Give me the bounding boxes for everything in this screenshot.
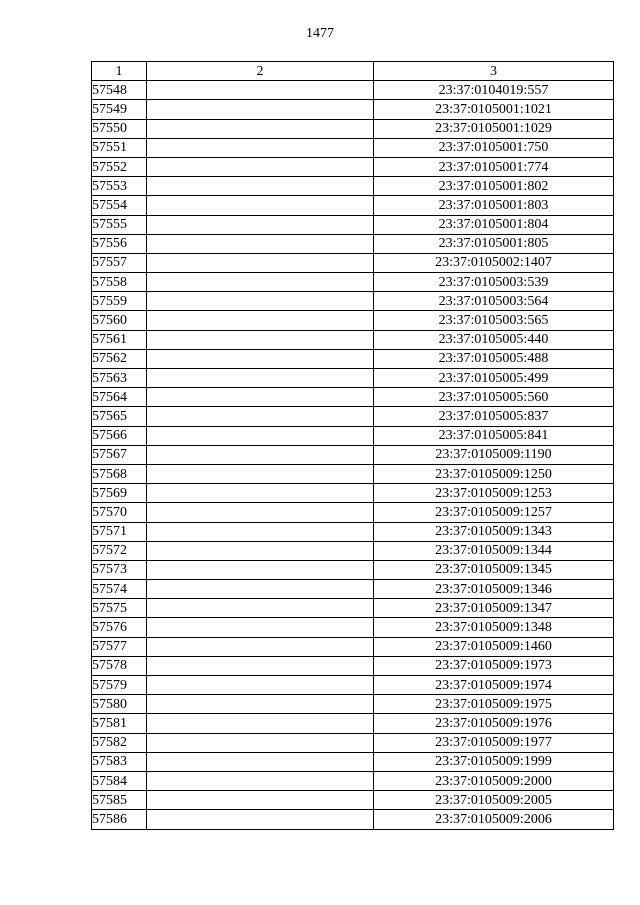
row-number: 57562 <box>92 349 147 368</box>
row-name <box>147 215 374 234</box>
row-number: 57576 <box>92 618 147 637</box>
cadastral-number: 23:37:0105005:488 <box>374 349 614 368</box>
row-number: 57553 <box>92 177 147 196</box>
cadastral-number: 23:37:0105009:1976 <box>374 714 614 733</box>
table-row <box>92 119 614 138</box>
cadastral-number: 23:37:0105009:1190 <box>374 445 614 464</box>
table-row <box>92 330 614 349</box>
row-name <box>147 177 374 196</box>
row-number: 57573 <box>92 560 147 579</box>
table-row <box>92 253 614 272</box>
row-name <box>147 637 374 656</box>
table-row <box>92 388 614 407</box>
row-number: 57561 <box>92 330 147 349</box>
row-name <box>147 349 374 368</box>
row-name <box>147 714 374 733</box>
cadastral-number: 23:37:0105001:805 <box>374 234 614 253</box>
cadastral-number: 23:37:0105001:1029 <box>374 119 614 138</box>
cadastral-number: 23:37:0105009:1343 <box>374 522 614 541</box>
row-name <box>147 599 374 618</box>
cadastral-number: 23:37:0105003:565 <box>374 311 614 330</box>
row-name <box>147 426 374 445</box>
cadastral-number: 23:37:0105009:1257 <box>374 503 614 522</box>
row-name <box>147 369 374 388</box>
row-number: 57579 <box>92 676 147 695</box>
row-name <box>147 580 374 599</box>
row-name <box>147 771 374 790</box>
row-name <box>147 810 374 829</box>
table-row <box>92 349 614 368</box>
row-number: 57552 <box>92 157 147 176</box>
table-row <box>92 196 614 215</box>
column-header-1: 1 <box>92 62 147 81</box>
column-header-3: 3 <box>374 62 614 81</box>
row-number: 57570 <box>92 503 147 522</box>
cadastral-number: 23:37:0105001:803 <box>374 196 614 215</box>
row-name <box>147 234 374 253</box>
table-row <box>92 695 614 714</box>
table-row <box>92 138 614 157</box>
table-row <box>92 656 614 675</box>
table-row <box>92 791 614 810</box>
row-name <box>147 292 374 311</box>
row-name <box>147 81 374 100</box>
column-header-2: 2 <box>147 62 374 81</box>
row-name <box>147 522 374 541</box>
cadastral-number: 23:37:0105009:1253 <box>374 484 614 503</box>
table-row <box>92 273 614 292</box>
table-row <box>92 464 614 483</box>
row-name <box>147 388 374 407</box>
cadastral-number: 23:37:0105009:1345 <box>374 560 614 579</box>
row-number: 57569 <box>92 484 147 503</box>
row-name <box>147 273 374 292</box>
table-row <box>92 522 614 541</box>
table-row <box>92 426 614 445</box>
cadastral-number: 23:37:0105005:560 <box>374 388 614 407</box>
row-number: 57563 <box>92 369 147 388</box>
row-number: 57555 <box>92 215 147 234</box>
row-name <box>147 733 374 752</box>
row-number: 57582 <box>92 733 147 752</box>
row-number: 57550 <box>92 119 147 138</box>
row-name <box>147 752 374 771</box>
row-name <box>147 119 374 138</box>
row-number: 57586 <box>92 810 147 829</box>
register-table <box>91 61 614 830</box>
row-number: 57568 <box>92 464 147 483</box>
row-name <box>147 560 374 579</box>
cadastral-number: 23:37:0105001:1021 <box>374 100 614 119</box>
row-number: 57580 <box>92 695 147 714</box>
row-number: 57557 <box>92 253 147 272</box>
row-name <box>147 311 374 330</box>
row-number: 57558 <box>92 273 147 292</box>
cadastral-number: 23:37:0105009:2005 <box>374 791 614 810</box>
row-name <box>147 138 374 157</box>
cadastral-number: 23:37:0105005:499 <box>374 369 614 388</box>
row-number: 57549 <box>92 100 147 119</box>
cadastral-number: 23:37:0104019:557 <box>374 81 614 100</box>
row-number: 57575 <box>92 599 147 618</box>
cadastral-number: 23:37:0105009:1974 <box>374 676 614 695</box>
cadastral-number: 23:37:0105009:1346 <box>374 580 614 599</box>
cadastral-number: 23:37:0105009:1460 <box>374 637 614 656</box>
row-name <box>147 484 374 503</box>
table-row <box>92 580 614 599</box>
row-name <box>147 464 374 483</box>
cadastral-number: 23:37:0105001:804 <box>374 215 614 234</box>
row-number: 57560 <box>92 311 147 330</box>
table-row <box>92 369 614 388</box>
cadastral-number: 23:37:0105009:1250 <box>374 464 614 483</box>
table-row <box>92 215 614 234</box>
row-name <box>147 445 374 464</box>
table-row <box>92 560 614 579</box>
table-header-row <box>92 62 614 81</box>
table-row <box>92 81 614 100</box>
row-number: 57571 <box>92 522 147 541</box>
table-row <box>92 599 614 618</box>
table-row <box>92 503 614 522</box>
cadastral-number: 23:37:0105005:440 <box>374 330 614 349</box>
table-row <box>92 311 614 330</box>
row-number: 57556 <box>92 234 147 253</box>
cadastral-number: 23:37:0105009:2000 <box>374 771 614 790</box>
row-name <box>147 503 374 522</box>
row-number: 57585 <box>92 791 147 810</box>
table-row <box>92 407 614 426</box>
table-row <box>92 541 614 560</box>
row-name <box>147 196 374 215</box>
cadastral-number: 23:37:0105009:1973 <box>374 656 614 675</box>
row-number: 57548 <box>92 81 147 100</box>
cadastral-number: 23:37:0105005:841 <box>374 426 614 445</box>
cadastral-number: 23:37:0105009:1999 <box>374 752 614 771</box>
row-number: 57567 <box>92 445 147 464</box>
row-number: 57583 <box>92 752 147 771</box>
row-number: 57578 <box>92 656 147 675</box>
row-name <box>147 791 374 810</box>
table-row <box>92 676 614 695</box>
cadastral-number: 23:37:0105009:2006 <box>374 810 614 829</box>
table-row <box>92 752 614 771</box>
table-row <box>92 810 614 829</box>
row-name <box>147 541 374 560</box>
cadastral-number: 23:37:0105009:1344 <box>374 541 614 560</box>
row-name <box>147 618 374 637</box>
row-number: 57572 <box>92 541 147 560</box>
row-number: 57581 <box>92 714 147 733</box>
page-number: 1477 <box>306 26 334 41</box>
row-number: 57559 <box>92 292 147 311</box>
cadastral-number: 23:37:0105009:1975 <box>374 695 614 714</box>
row-name <box>147 407 374 426</box>
table-row <box>92 234 614 253</box>
row-name <box>147 695 374 714</box>
row-number: 57577 <box>92 637 147 656</box>
cadastral-number: 23:37:0105009:1977 <box>374 733 614 752</box>
table-row <box>92 637 614 656</box>
table-row <box>92 445 614 464</box>
table-row <box>92 292 614 311</box>
row-number: 57564 <box>92 388 147 407</box>
row-name <box>147 656 374 675</box>
table-row <box>92 100 614 119</box>
table-body <box>92 81 614 829</box>
cadastral-number: 23:37:0105003:564 <box>374 292 614 311</box>
row-number: 57565 <box>92 407 147 426</box>
cadastral-number: 23:37:0105001:774 <box>374 157 614 176</box>
row-name <box>147 330 374 349</box>
row-number: 57574 <box>92 580 147 599</box>
table-row <box>92 771 614 790</box>
table-row <box>92 484 614 503</box>
row-name <box>147 157 374 176</box>
row-number: 57566 <box>92 426 147 445</box>
table-row <box>92 177 614 196</box>
cadastral-number: 23:37:0105005:837 <box>374 407 614 426</box>
table-row <box>92 714 614 733</box>
cadastral-number: 23:37:0105002:1407 <box>374 253 614 272</box>
cadastral-number: 23:37:0105009:1347 <box>374 599 614 618</box>
row-number: 57584 <box>92 771 147 790</box>
row-name <box>147 676 374 695</box>
row-name <box>147 100 374 119</box>
table-row <box>92 618 614 637</box>
cadastral-number: 23:37:0105003:539 <box>374 273 614 292</box>
cadastral-number: 23:37:0105001:750 <box>374 138 614 157</box>
row-number: 57554 <box>92 196 147 215</box>
row-name <box>147 253 374 272</box>
row-number: 57551 <box>92 138 147 157</box>
table-row <box>92 733 614 752</box>
cadastral-number: 23:37:0105009:1348 <box>374 618 614 637</box>
table-row <box>92 157 614 176</box>
cadastral-number: 23:37:0105001:802 <box>374 177 614 196</box>
